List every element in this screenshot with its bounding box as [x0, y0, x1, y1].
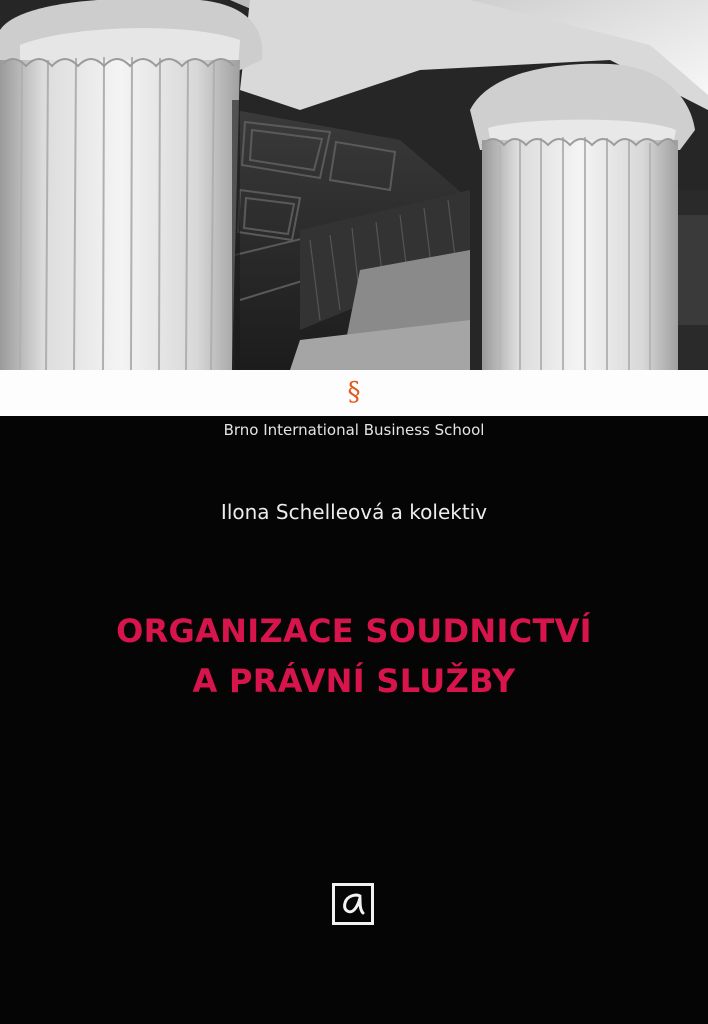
author-name: Ilona Schelleová a kolektiv	[220, 500, 488, 524]
alpha-glyph-icon	[335, 886, 371, 922]
book-title-line-2: A PRÁVNÍ SLUŽBY	[192, 662, 516, 700]
alpha-publisher-logo-icon	[332, 883, 374, 925]
white-band	[0, 370, 708, 416]
book-title	[0, 606, 708, 706]
school-name: Brno International Business School	[223, 421, 485, 439]
section-mark-icon: §	[347, 377, 361, 407]
book-title-line-1: ORGANIZACE SOUDNICTVÍ	[116, 612, 592, 650]
columns-photo	[0, 0, 708, 370]
